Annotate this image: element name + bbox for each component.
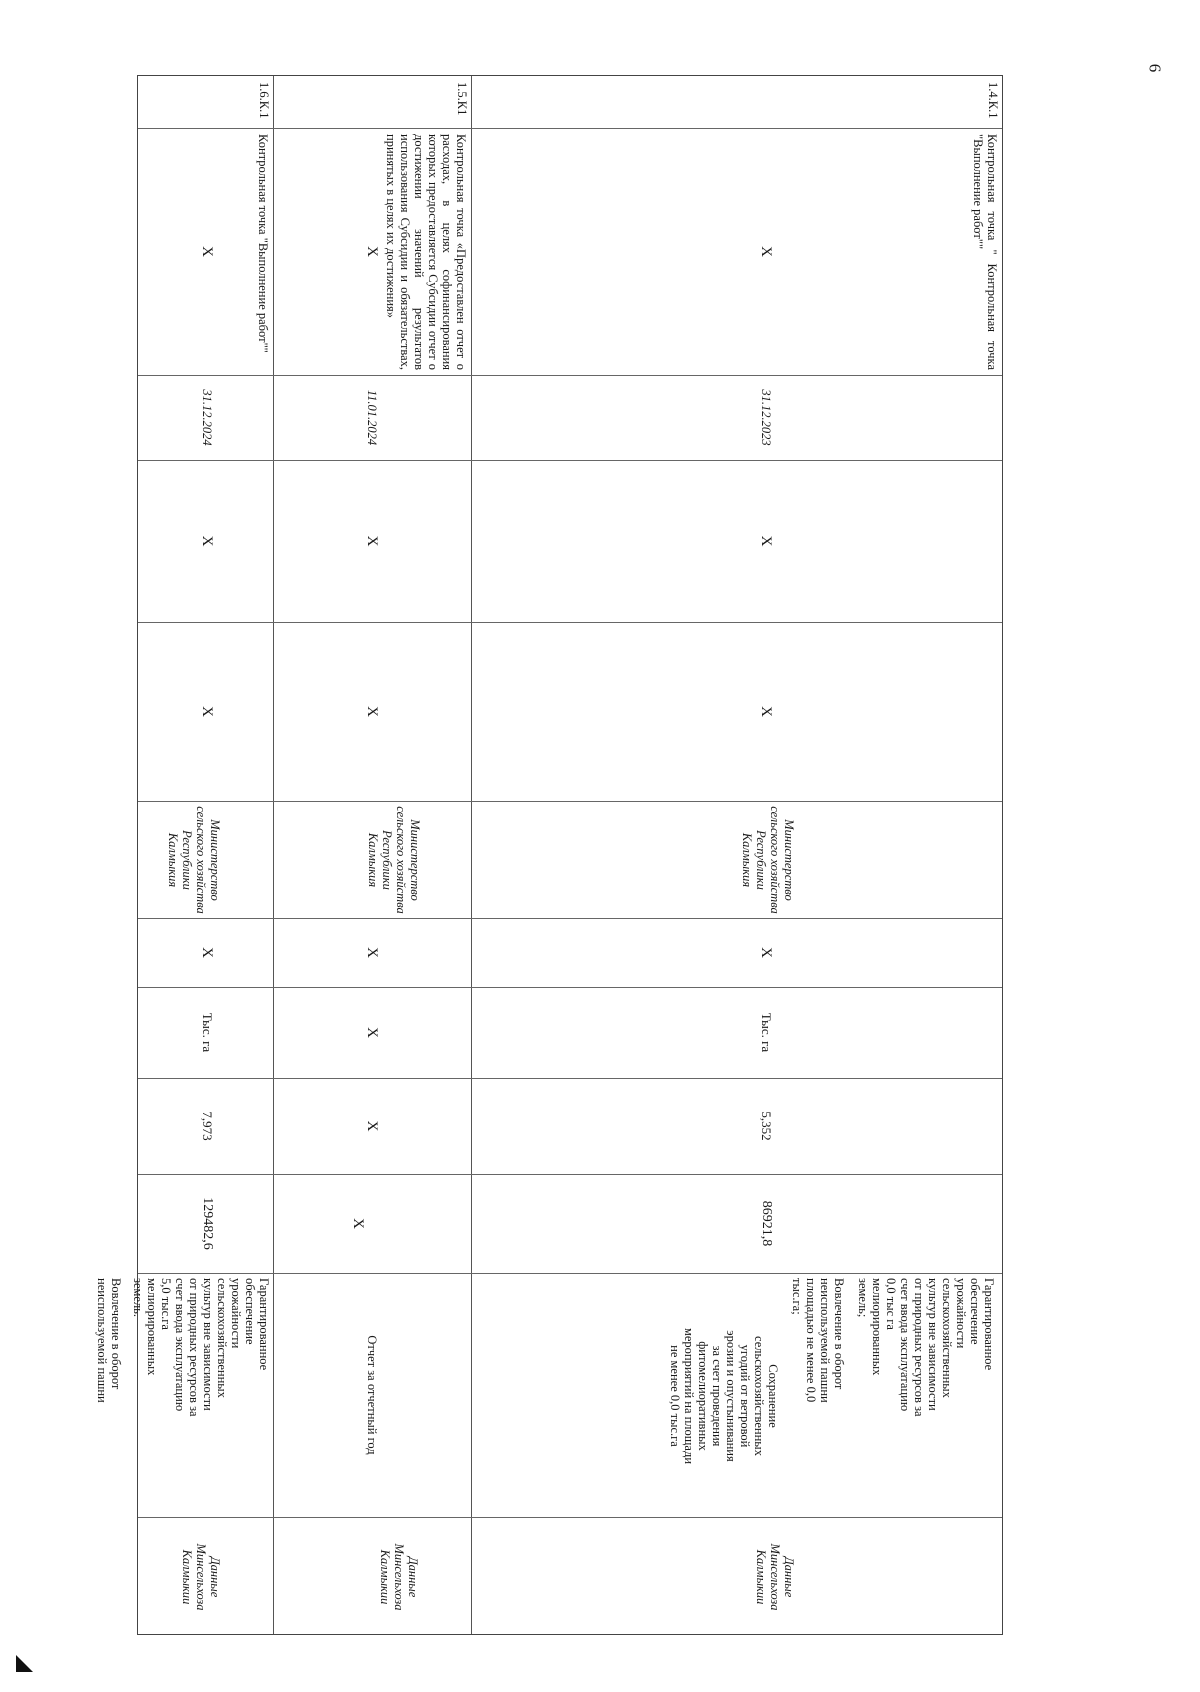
- column-separator: [138, 987, 1002, 988]
- result-line: угодий от ветровой: [738, 1344, 752, 1448]
- data-source: [736, 1520, 796, 1634]
- row-name: Контрольная точка " Контрольная точка "Выполнение работ"": [971, 134, 999, 370]
- x-mark: X: [364, 947, 380, 958]
- result-line: Сохранение: [766, 1364, 780, 1428]
- column-separator: [138, 801, 1002, 802]
- row-id: 1.6.К.1: [257, 82, 271, 119]
- result-line: неиспользуемой пашни: [818, 1278, 832, 1403]
- value: 5,352: [759, 1111, 774, 1141]
- result-line: за счет проведения: [710, 1345, 724, 1447]
- result-line: от природных ресурсов за: [187, 1278, 201, 1417]
- x-mark: X: [758, 535, 774, 547]
- result-paragraph: [668, 1278, 780, 1514]
- result-line: мелиорированных: [145, 1278, 159, 1376]
- responsible: [736, 803, 796, 917]
- result-paragraph: [790, 1278, 846, 1514]
- amount: 129482,6: [200, 1197, 215, 1250]
- unit: Тыс. га: [200, 1012, 215, 1053]
- responsible-line: сельского хозяйства: [394, 806, 408, 914]
- result-line: Вовлечение в оборот: [109, 1278, 123, 1390]
- result-line: сельскохозяйственных: [940, 1278, 954, 1398]
- result-paragraph: [856, 1278, 996, 1514]
- result-line: счет ввода эксплуатацию: [898, 1278, 912, 1412]
- x-mark: X: [758, 947, 774, 958]
- result-line: Гарантированное: [257, 1278, 271, 1371]
- source-line: Калмыкии: [378, 1549, 392, 1605]
- expected-result: [95, 1278, 271, 1514]
- result-line: земель;: [856, 1278, 870, 1318]
- result-line: 0,0 тыс га: [884, 1278, 898, 1330]
- result-line: культур вне зависимости: [926, 1278, 940, 1411]
- date: 11.01.2024: [365, 389, 379, 446]
- date: 31.12.2023: [759, 389, 773, 446]
- data-source: [162, 1520, 222, 1634]
- result-line: эрозии и опустынивания: [724, 1330, 738, 1462]
- row-name: Контрольная точка «Предоставлен отчет о расходах, в целях софинансирования которых предоставляется Субсидии отчет о достижении значений результатов использования Субсидии и обязательствах, принятых в целях их достижения»: [384, 134, 468, 370]
- result-line: Вовлечение в оборот: [832, 1278, 846, 1390]
- source-line: Калмыкии: [180, 1549, 194, 1605]
- row-separator: [471, 76, 472, 1634]
- date: 31.12.2024: [200, 389, 214, 446]
- x-mark: X: [199, 947, 215, 958]
- data-source: [360, 1520, 420, 1634]
- result-line: неиспользуемой пашни: [95, 1278, 109, 1403]
- result-line: 5,0 тыс.га: [159, 1278, 173, 1330]
- control-points-table: [95, 75, 1003, 1635]
- expected-result: Отчет за отчетный год: [365, 1335, 379, 1455]
- row-id: 1.5.К1: [455, 82, 469, 116]
- column-separator: [138, 128, 1002, 129]
- result-line: Гарантированное: [982, 1278, 996, 1371]
- responsible-line: Республики Калмыкия: [740, 830, 768, 890]
- source-line: Данные: [782, 1556, 796, 1598]
- responsible: [362, 803, 422, 917]
- result-line: культур вне зависимости: [201, 1278, 215, 1411]
- x-mark: X: [758, 246, 774, 257]
- x-mark: X: [350, 1218, 366, 1229]
- result-paragraph: [95, 1278, 123, 1514]
- column-separator: [138, 918, 1002, 919]
- column-separator: [138, 1078, 1002, 1079]
- responsible-line: сельского хозяйства: [768, 806, 782, 914]
- result-line: мероприятий на площади: [682, 1327, 696, 1465]
- result-line: урожайности: [954, 1278, 968, 1349]
- x-mark: X: [364, 1027, 380, 1038]
- responsible-line: сельского хозяйства: [194, 806, 208, 914]
- row-name: Контрольная точка "Выполнение работ"": [256, 134, 270, 353]
- x-mark: X: [364, 1120, 380, 1132]
- source-line: Минсельхоза: [392, 1543, 406, 1611]
- responsible-line: Республики Калмыкия: [166, 830, 194, 890]
- column-separator: [138, 1517, 1002, 1518]
- expected-result: [476, 1278, 996, 1514]
- x-mark: X: [199, 246, 215, 257]
- x-mark: X: [758, 706, 774, 717]
- result-line: счет ввода эксплуатацию: [173, 1278, 187, 1412]
- x-mark: X: [364, 535, 380, 547]
- result-line: урожайности: [229, 1278, 243, 1349]
- result-line: фитомелиоративных: [696, 1341, 710, 1451]
- corner-mark-icon: [16, 1655, 33, 1672]
- result-line: сельскохозяйственных: [215, 1278, 229, 1398]
- source-line: Минсельхоза: [194, 1543, 208, 1611]
- result-line: площадью не менее 0,0: [804, 1278, 818, 1403]
- responsible-line: Министерство: [208, 819, 222, 901]
- source-line: Минсельхоза: [768, 1543, 782, 1611]
- page-number: 6: [1145, 63, 1165, 73]
- source-line: Данные: [406, 1556, 420, 1598]
- result-line: сельскохозяйственных: [752, 1336, 766, 1456]
- column-separator: [138, 460, 1002, 461]
- result-line: не менее 0,0 тыс.га: [668, 1345, 682, 1447]
- result-paragraph: [131, 1278, 271, 1514]
- responsible: [162, 803, 222, 917]
- result-line: тыс.га;: [790, 1278, 804, 1315]
- result-line: мелиорированных: [870, 1278, 884, 1376]
- result-line: от природных ресурсов за: [912, 1278, 926, 1417]
- x-mark: X: [364, 706, 380, 717]
- result-line: обеспечение: [243, 1278, 257, 1345]
- responsible-line: Министерство: [782, 819, 796, 901]
- x-mark: X: [199, 535, 215, 547]
- x-mark: X: [364, 246, 380, 257]
- row-separator: [273, 76, 274, 1634]
- source-line: Данные: [208, 1556, 222, 1598]
- column-separator: [138, 1174, 1002, 1175]
- column-separator: [138, 1273, 1002, 1274]
- value: 7,973: [200, 1111, 215, 1141]
- responsible-line: Министерство: [408, 819, 422, 901]
- responsible-line: Республики Калмыкия: [366, 830, 394, 890]
- source-line: Калмыкии: [754, 1549, 768, 1605]
- x-mark: X: [199, 706, 215, 717]
- row-id: 1.4.К.1: [986, 82, 1000, 119]
- result-line: земель.: [131, 1278, 145, 1318]
- amount: 86921,8: [759, 1200, 774, 1247]
- column-separator: [138, 622, 1002, 623]
- result-line: обеспечение: [968, 1278, 982, 1345]
- unit: Тыс. га: [759, 1012, 774, 1053]
- column-separator: [138, 375, 1002, 376]
